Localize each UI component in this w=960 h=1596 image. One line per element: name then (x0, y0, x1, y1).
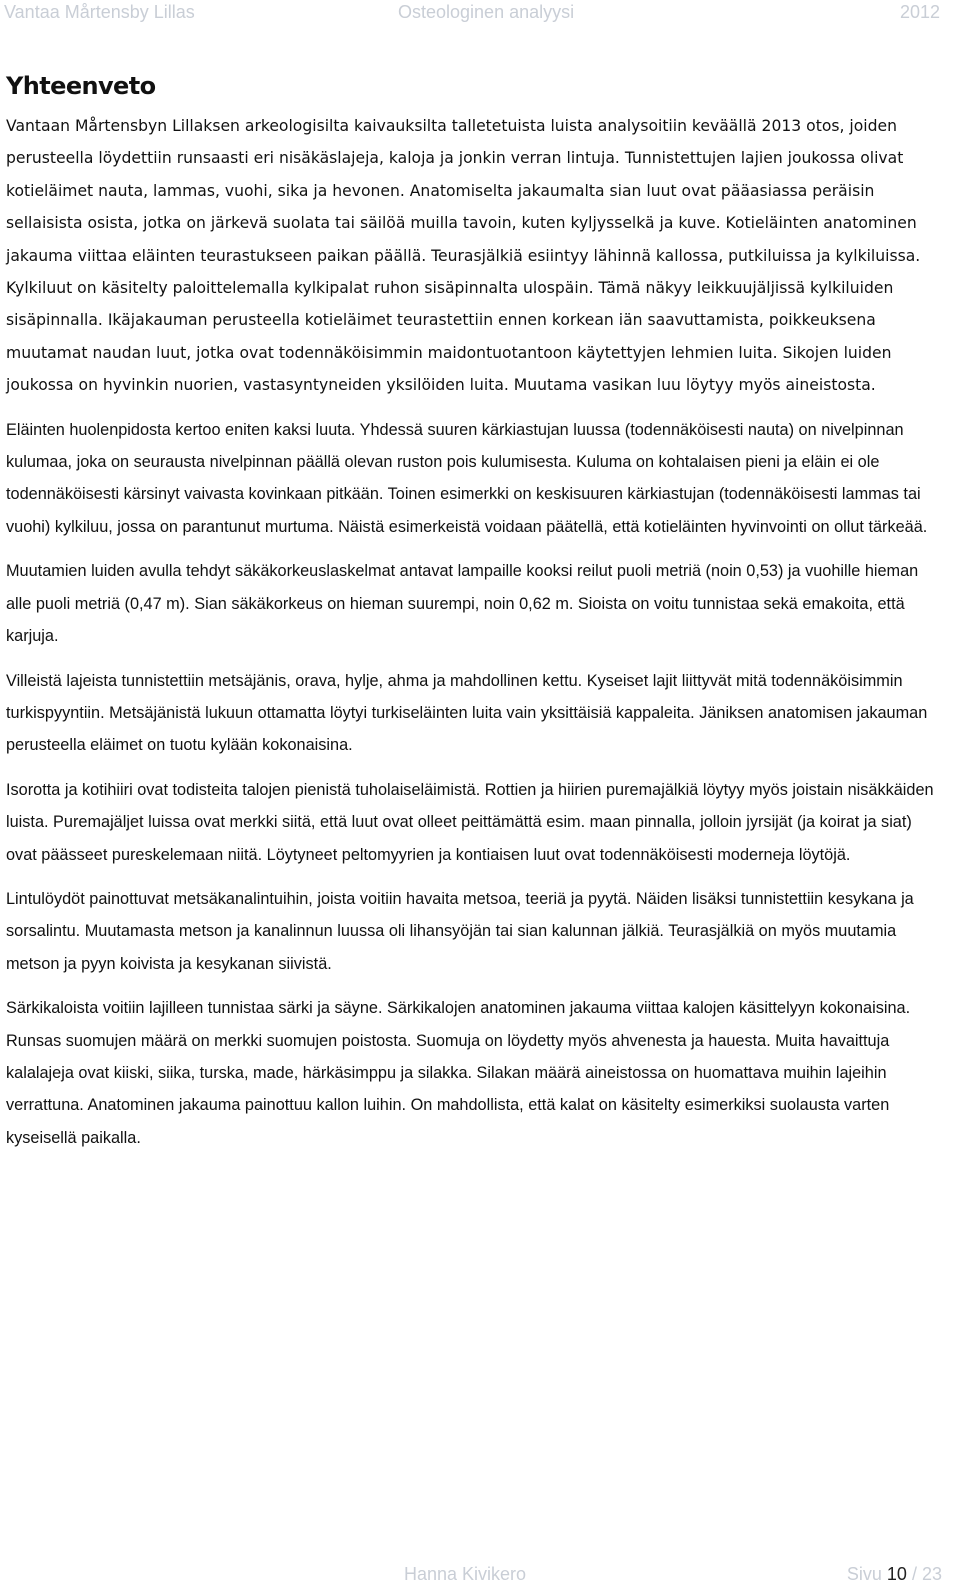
paragraph-wild-species: Villeistä lajeista tunnistettiin metsäjänis, orava, hylje, ahma ja mahdollinen kettu. Kyseiset lajit liittyvät mitä todennäköisimmin turkispyyntiin. Metsäjänistä lukuun ottamatta löytyi turkiseläinten luita vain yksittäisiä kappaleita. Jäniksen anatomisen jakauman perusteella eläimet on tuotu kylään kokonaisina. (6, 671, 928, 755)
footer-author: Hanna Kivikero (404, 1564, 527, 1584)
footer-page-total: 23 (921, 1564, 942, 1584)
footer-page-current: 10 (886, 1564, 907, 1584)
footer-page-separator: / (911, 1564, 917, 1584)
footer-page-number (847, 1564, 942, 1585)
page-header (0, 0, 960, 28)
paragraph-animal-welfare: Eläinten huolenpidosta kertoo eniten kaksi luuta. Yhdessä suuren kärkiastujan luussa (todennäköisesti nauta) on nivelpinnan kulumaa, joka on seurausta nivelpinnan päällä olevan ruston pois kulumisesta. Kuluma on kohtalaisen pieni ja eläin ei ole todennäköisesti kärsinyt vaivasta kovinkaan pitkään. Toinen esimerkki on keskisuuren kärkiastujan (todennäköisesti lammas tai vuohi) kylkiluu, jossa on parantunut murtuma. Näistä esimerkeistä voidaan päätellä, että kotieläinten hyvinvointi on ollut tärkeää. (6, 420, 928, 536)
header-year: 2012 (899, 2, 940, 22)
paragraph-birds: Lintulöydöt painottuvat metsäkanalintuihin, joista voitiin havaita metsoa, teeriä ja pyytä. Näiden lisäksi tunnistettiin kesykana ja sorsalintu. Muutamasta metson ja kanalinnun luussa oli lihansyöjän tai sian kalunnan jälkiä. Teurasjälkiä on myös muutamia metson ja pyyn koivista ja kesykanan siivistä. (6, 889, 914, 973)
section-title: Yhteenveto (6, 72, 156, 100)
page-footer (0, 1564, 960, 1592)
paragraph-summary: Vantaan Mårtensbyn Lillaksen arkeologisilta kaivauksilta talletetuista luista analysoitiin keväällä 2013 otos, joiden perusteella löydettiin runsaasti eri nisäkäslajeja, kaloja ja jonkin verran lintuja. Tunnistettujen lajien joukossa olivat kotieläimet nauta, lammas, vuohi, sika ja hevonen. Anatomiselta jakaumalta sian luut ovat pääasiassa peräisin sellaisista osista, jotka on järkevä suolata tai säilöä muilla tavoin, kuten kyljysselkä ja kuve. Kotieläinten anatominen jakauma viittaa eläinten teurastukseen paikan päällä. Teurasjälkiä esiintyy lähinnä kallossa, putkiluissa ja kylkiluissa. Kylkiluut on käsitelty paloittelemalla kylkipalat ruhon sisäpinnalta ulospäin. Tämä näkyy leikkuujäljissä kylkiluiden sisäpinnalla. Ikäjakauman perusteella kotieläimet teurastettiin ennen korkean iän saavuttamista, poikkeuksena muutamat naudan luut, jotka ovat todennäköisimmin maidontuotantoon käytettyjen lehmien luita. Sikojen luiden joukossa on hyvinkin nuorien, vastasyntyneiden yksilöiden luita. Muutama vasikan luu löytyy myös aineistosta. (6, 117, 921, 395)
document-body (6, 68, 942, 1154)
header-site-name: Vantaa Mårtensby Lillas (4, 2, 195, 22)
paragraph-rodents: Isorotta ja kotihiiri ovat todisteita talojen pienistä tuholaiseläimistä. Rottien ja hiirien puremajälkiä löytyy myös joistain nisäkkäiden luista. Puremajäljet luissa ovat merkki siitä, että luut ovat olleet peittämättä esim. maan pinnalla, jolloin jyrsijät (ja koirat ja siat) ovat päässeet pureskelemaan niitä. Löytyneet peltomyyrien ja kontiaisen luut ovat todennäköisesti moderneja löytöjä. (6, 780, 934, 864)
footer-page-label: Sivu (846, 1564, 882, 1584)
paragraph-withers-height: Muutamien luiden avulla tehdyt säkäkorkeuslaskelmat antavat lampaille kooksi reilut puoli metriä (noin 0,53) ja vuohille hieman alle puoli metriä (0,47 m). Sian säkäkorkeus on hieman suurempi, noin 0,62 m. Sioista on voitu tunnistaa sekä emakoita, että karjuja. (6, 562, 919, 646)
paragraph-fish: Särkikaloista voitiin lajilleen tunnistaa särki ja säyne. Särkikalojen anatominen jakauma viittaa kalojen käsittelyyn kokonaisina. Runsas suomujen määrä on merkki suomujen poistosta. Suomuja on löydetty myös ahvenesta ja hauesta. Muita havaittuja kalalajeja ovat kiiski, siika, turska, made, härkäsimppu ja silakka. Silakan määrä aineistossa on huomattava muihin lajeihin verrattuna. Anatominen jakauma painottuu kallon luihin. On mahdollista, että kalat on käsitelty esimerkiksi suolausta varten kyseisellä paikalla. (6, 999, 911, 1147)
header-report-type: Osteologinen analyysi (398, 2, 575, 22)
